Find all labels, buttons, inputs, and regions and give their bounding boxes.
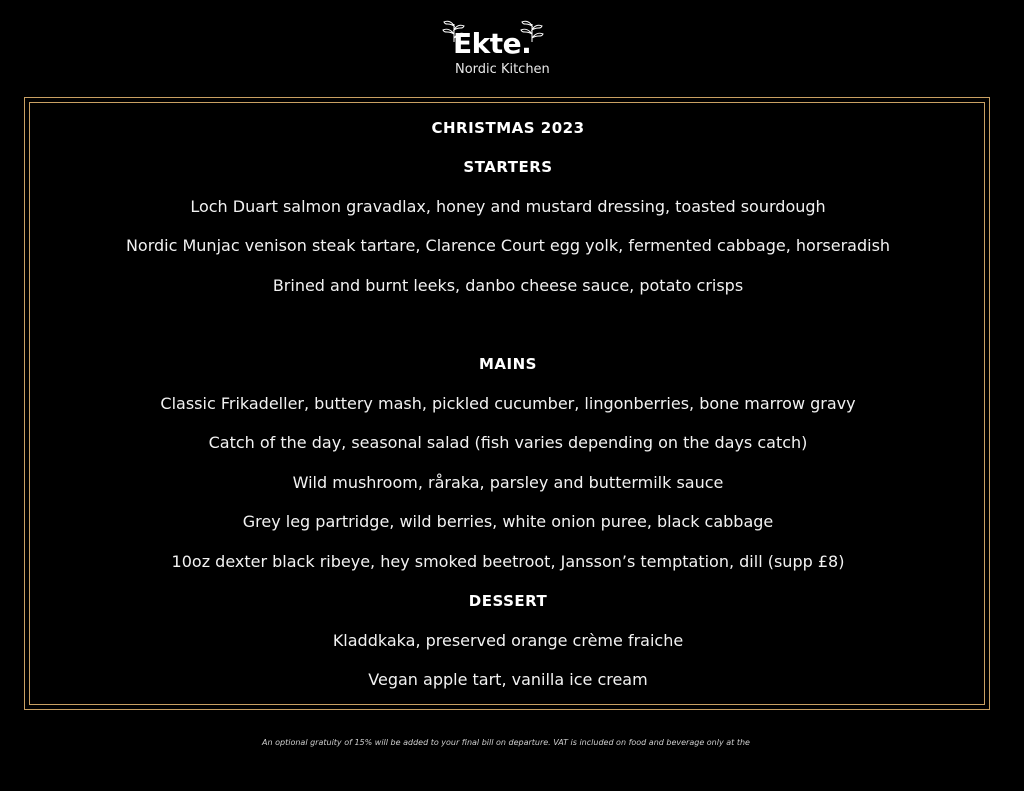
menu-item: Brined and burnt leeks, danbo cheese sauce, potato crisps [272,276,744,295]
section-heading-starters: STARTERS [463,158,553,176]
menu-item: Kladdkaka, preserved orange crème fraiche [332,631,684,650]
section-heading-dessert: DESSERT [468,592,548,610]
menu-item: 10oz dexter black ribeye, hey smoked beetroot, Jansson’s temptation, dill (supp £8) [171,552,845,571]
menu-item: Nordic Munjac venison steak tartare, Clarence Court egg yolk, fermented cabbage, horseradish [125,236,891,255]
menu-item: Vegan apple tart, vanilla ice cream [368,670,648,689]
menu-item: Catch of the day, seasonal salad (fish varies depending on the days catch) [208,433,808,452]
menu-title: CHRISTMAS 2023 [431,119,585,137]
menu-item: Classic Frikadeller, buttery mash, pickled cucumber, lingonberries, bone marrow gravy [160,394,856,413]
brand-name: Ekte. [453,27,532,60]
menu-item: Grey leg partridge, wild berries, white onion puree, black cabbage [242,512,774,531]
brand-logo [0,14,1024,84]
footer-note: An optional gratuity of 15% will be added to your final bill on departure. VAT is included on food and beverage only at the [262,738,750,747]
brand-subtitle: Nordic Kitchen [455,62,550,77]
menu-item: Loch Duart salmon gravadlax, honey and mustard dressing, toasted sourdough [190,197,826,216]
menu-item: Wild mushroom, råraka, parsley and buttermilk sauce [292,473,724,492]
section-heading-mains: MAINS [479,355,537,373]
